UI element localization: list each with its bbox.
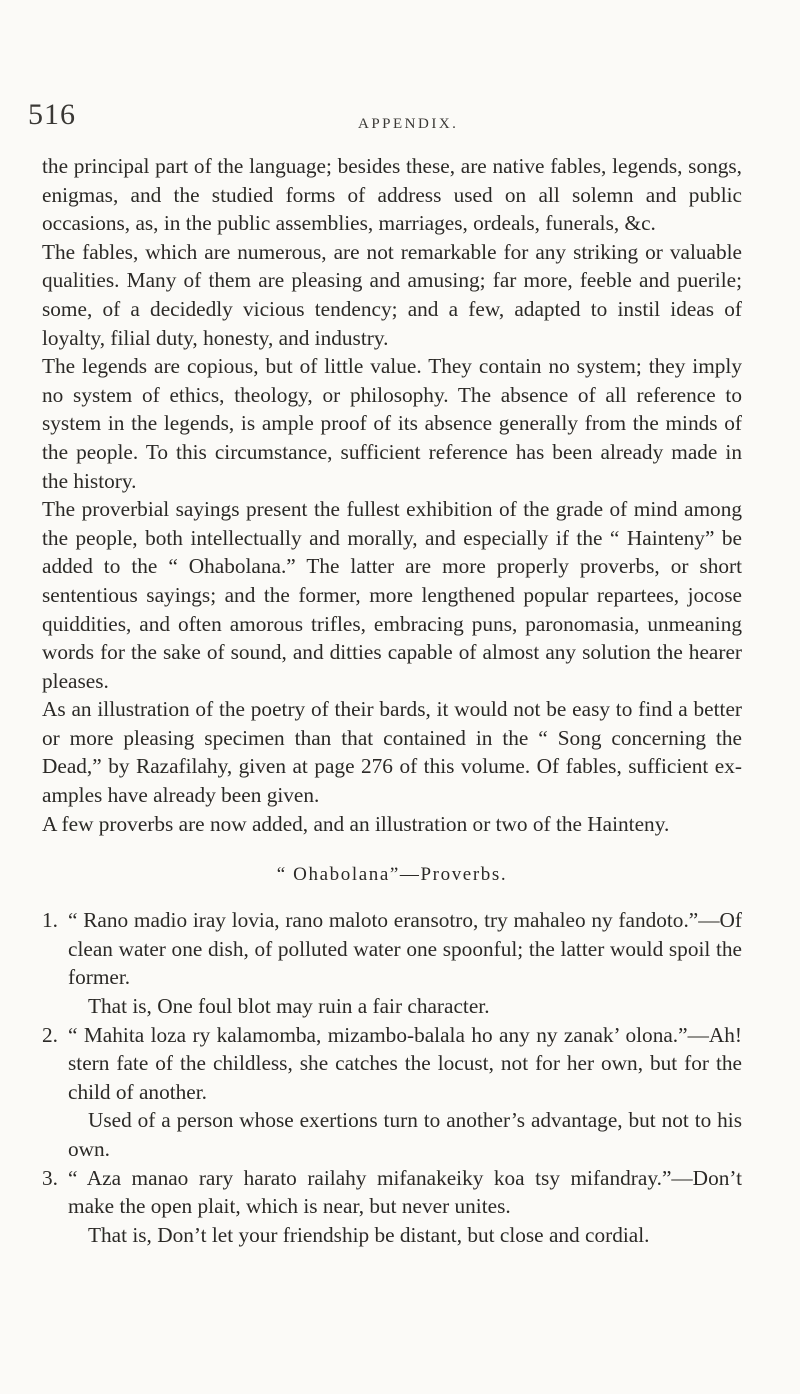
proverb-item bbox=[42, 1021, 742, 1107]
paragraph: the principal part of the language; besides these, are native fables, legends, songs, enigmas, and the studied forms of address used on all solemn and public occasions, as, in the public assemblies, marriages, ordeals, funerals, &c. bbox=[42, 154, 742, 236]
proverb-note: That is, One foul blot may ruin a fair character. bbox=[88, 994, 490, 1019]
proverb-note: That is, Don’t let your friendship be distant, but close and cordial. bbox=[88, 1222, 650, 1247]
proverb-item bbox=[42, 906, 742, 992]
paragraph: A few proverbs are now added, and an illustration or two of the Hainteny. bbox=[42, 811, 670, 836]
paragraph: The legends are copious, but of little value. They contain no system; they imply no system of ethics, theology, or philosophy. The absence of all reference to system in the legends, is ample proof of its absence generally from the minds of the people. To this circumstance, sufficient reference has been already made in the history. bbox=[42, 354, 742, 493]
section-heading: “ Ohabolana”—Proverbs. bbox=[276, 864, 508, 886]
proverb-item bbox=[42, 1164, 742, 1221]
paragraph: The proverbial sayings present the fullest exhibition of the grade of mind among the people, both intellectually and morally, and especially if the “ Hainteny” be added to the “ Ohabolana.” The latter are more properly proverbs, or short sententious sayings; and the former, more lengthened popular repartees, jocose quiddities, and often amorous trifles, embracing puns, paronomasia, unmeaning words for the sake of sound, and ditties capable of almost any solution the hearer pleases. bbox=[42, 497, 742, 693]
body-text bbox=[42, 152, 742, 1249]
proverb-number: 3. bbox=[42, 1165, 58, 1190]
paragraph: As an illustration of the poetry of their bards, it would not be easy to find a better or more pleasing specimen than that contained in the “ Song concerning the Dead,” by Razafilahy, given at page 276 of this volume. Of fables, sufficient examples have already been given. bbox=[42, 697, 742, 808]
proverb-text: “ Mahita loza ry kalamomba, mizambo-balala ho any ny zanak’ olona.”—Ah! stern fate of the childless, she catches the locust, not for her own, but for the child of another. bbox=[68, 1022, 742, 1104]
proverb-note: Used of a person whose exertions turn to another’s advantage, but not to his own. bbox=[68, 1108, 742, 1161]
paragraph: The fables, which are numerous, are not remarkable for any striking or valuable qualities. Many of them are pleasing and amusing; far more, feeble and puerile; some, of a decidedly vicious tendency; and a few, adapted to instil ideas of loyalty, filial duty, honesty, and industry. bbox=[42, 239, 742, 350]
running-head: APPENDIX. bbox=[358, 116, 459, 132]
page-number: 516 bbox=[28, 98, 76, 131]
proverb-number: 1. bbox=[42, 908, 58, 933]
proverb-list bbox=[42, 906, 742, 1249]
proverb-text: “ Rano madio iray lovia, rano maloto eransotro, try mahaleo ny fandoto.”—Of clean water one dish, of polluted water one spoonful; the latter would spoil the former. bbox=[68, 908, 742, 990]
proverb-number: 2. bbox=[42, 1022, 58, 1047]
proverb-text: “ Aza manao rary harato railahy mifanakeiky koa tsy mifandray.”—Don’t make the open plait, which is near, but never unites. bbox=[68, 1165, 742, 1219]
